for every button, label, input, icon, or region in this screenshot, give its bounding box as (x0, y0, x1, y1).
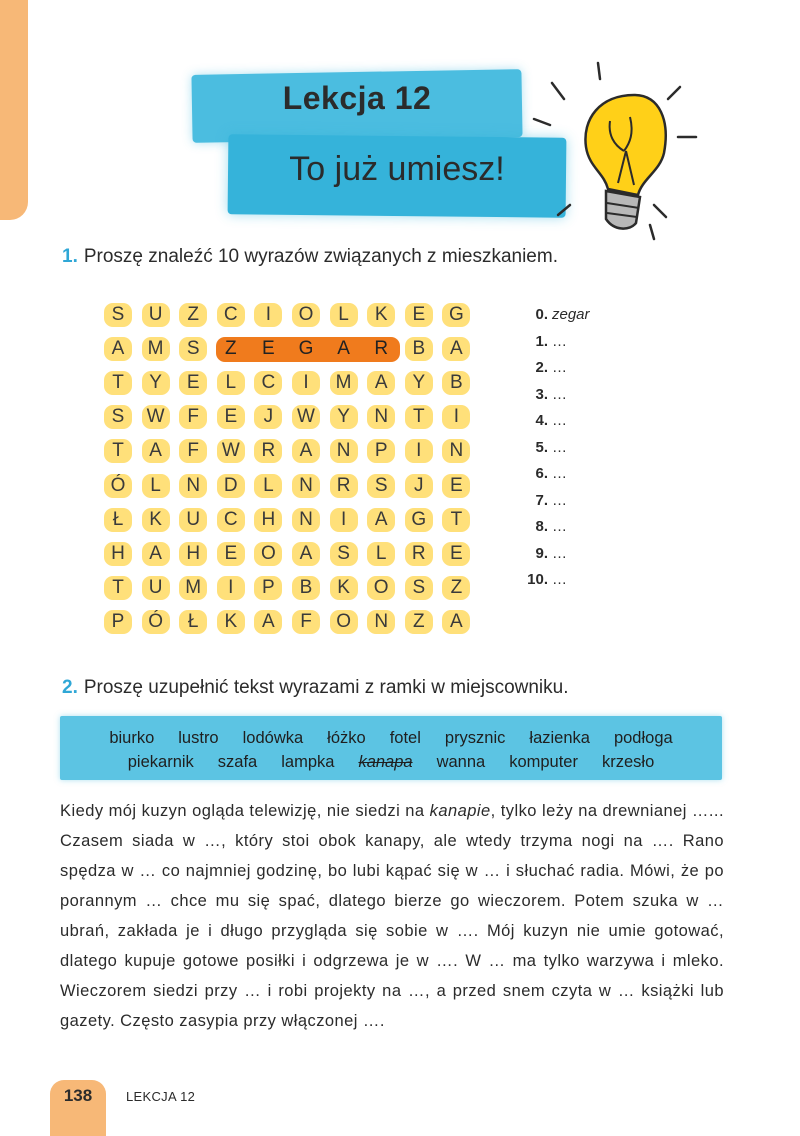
grid-cell[interactable]: T (104, 439, 132, 463)
answer-number: 4. (535, 412, 548, 429)
grid-cell[interactable]: F (179, 405, 207, 429)
grid-cell[interactable]: A (254, 610, 282, 634)
grid-cell[interactable]: P (254, 576, 282, 600)
grid-cell[interactable]: F (179, 439, 207, 463)
grid-cell[interactable]: U (142, 303, 170, 327)
answer-word[interactable]: … (552, 518, 567, 535)
grid-cell[interactable]: I (330, 508, 358, 532)
grid-cell[interactable]: S (179, 337, 207, 361)
grid-cell[interactable]: S (104, 303, 132, 327)
answer-number: 9. (535, 544, 548, 562)
task-2-instruction (62, 677, 569, 699)
grid-cell[interactable]: T (104, 371, 132, 395)
footer-lesson-label: LEKCJA 12 (126, 1089, 196, 1104)
answer-item (520, 465, 620, 482)
answer-item (520, 545, 620, 562)
word-bank-row-2 (60, 753, 722, 772)
answer-item (520, 518, 620, 535)
word-bank-item: szafa (217, 753, 258, 771)
grid-cell[interactable]: E (442, 542, 470, 566)
grid-cell[interactable]: W (292, 405, 320, 429)
grid-cell[interactable]: W (142, 405, 170, 429)
grid-cell[interactable]: I (254, 303, 282, 327)
task-1-number: 1. (62, 246, 78, 267)
grid-cell[interactable]: L (142, 474, 170, 498)
grid-cell[interactable]: N (367, 610, 395, 634)
grid-cell[interactable]: L (254, 474, 282, 498)
word-bank-item: komputer (509, 753, 578, 771)
grid-cell[interactable]: H (104, 542, 132, 566)
grid-cell[interactable]: A (367, 508, 395, 532)
answer-item (520, 571, 620, 588)
word-bank-item: biurko (109, 729, 155, 747)
word-bank-row-1 (60, 729, 722, 748)
word-bank-item: łóżko (327, 729, 366, 747)
grid-cell[interactable]: G (298, 338, 314, 360)
word-bank-item: lustro (178, 729, 219, 747)
grid-cell[interactable]: K (142, 508, 170, 532)
answer-number: 5. (535, 438, 548, 456)
grid-cell[interactable]: N (330, 439, 358, 463)
grid-cell[interactable]: Ó (104, 474, 132, 498)
grid-cell[interactable]: N (292, 508, 320, 532)
answer-number: 10. (527, 571, 548, 588)
grid-cell[interactable]: H (254, 508, 282, 532)
word-bank-item: lodówka (242, 729, 304, 747)
side-tab (0, 0, 28, 220)
answer-item (520, 386, 620, 403)
grid-cell[interactable]: I (217, 576, 245, 600)
grid-cell[interactable]: P (104, 610, 132, 634)
word-bank-item: łazienka (529, 729, 590, 747)
grid-cell[interactable]: L (367, 542, 395, 566)
grid-cell[interactable]: H (179, 542, 207, 566)
exercise-text (60, 796, 724, 1036)
grid-cell[interactable]: Ł (104, 508, 132, 532)
grid-cell[interactable]: F (292, 610, 320, 634)
grid-cell[interactable]: A (337, 338, 350, 360)
grid-cell[interactable]: A (442, 337, 470, 361)
grid-cell[interactable]: I (405, 439, 433, 463)
grid-cell[interactable]: J (254, 405, 282, 429)
lesson-title: To już umiesz! (289, 150, 505, 188)
grid-cell[interactable]: A (142, 439, 170, 463)
answer-word[interactable]: … (552, 465, 567, 482)
grid-cell[interactable]: S (405, 576, 433, 600)
grid-cell[interactable]: Y (405, 371, 433, 395)
task-2-number: 2. (62, 677, 78, 698)
word-bank-item: podłoga (613, 729, 673, 747)
task-1-instruction (62, 246, 558, 268)
grid-cell[interactable]: M (179, 576, 207, 600)
grid-cell[interactable]: Ł (179, 610, 207, 634)
grid-cell[interactable]: E (217, 542, 245, 566)
grid-cell[interactable]: I (292, 371, 320, 395)
grid-cell[interactable]: N (179, 474, 207, 498)
grid-cell[interactable]: S (104, 405, 132, 429)
grid-cell[interactable]: R (405, 542, 433, 566)
grid-cell[interactable]: T (442, 508, 470, 532)
task-2-text: Proszę uzupełnić tekst wyrazami z ramki w miejscowniku. (83, 677, 569, 698)
grid-cell[interactable]: G (442, 303, 470, 327)
answer-word[interactable]: … (552, 438, 567, 456)
grid-cell[interactable]: A (292, 542, 320, 566)
grid-cell[interactable]: K (367, 303, 395, 327)
grid-cell[interactable]: O (254, 542, 282, 566)
word-bank-item: fotel (389, 729, 421, 747)
answer-word[interactable]: … (552, 359, 567, 376)
answer-number: 3. (535, 385, 548, 403)
grid-cell[interactable]: E (179, 371, 207, 395)
word-bank-box (60, 716, 722, 780)
text-part-1: Kiedy mój kuzyn ogląda telewizję, nie siedzi na (60, 802, 430, 820)
grid-cell[interactable]: Z (224, 338, 237, 360)
grid-cell[interactable]: K (217, 610, 245, 634)
word-bank-item: wanna (436, 753, 486, 771)
grid-cell[interactable]: D (217, 474, 245, 498)
grid-cell[interactable]: A (442, 610, 470, 634)
grid-cell[interactable]: S (330, 542, 358, 566)
grid-cell[interactable]: Z (179, 303, 207, 327)
answer-word[interactable]: … (552, 544, 567, 562)
answer-word[interactable]: … (552, 332, 567, 350)
answer-number: 1. (535, 332, 548, 350)
word-bank-item: krzesło (601, 753, 655, 771)
grid-cell[interactable]: C (254, 371, 282, 395)
grid-cell[interactable]: B (405, 337, 433, 361)
grid-cell[interactable]: T (104, 576, 132, 600)
lightbulb-icon (530, 55, 710, 245)
answer-item (520, 412, 620, 429)
grid-cell[interactable]: E (442, 474, 470, 498)
answer-word[interactable]: … (552, 412, 567, 429)
grid-cell[interactable]: A (104, 337, 132, 361)
answer-word[interactable]: … (552, 491, 567, 509)
answer-word[interactable]: … (552, 385, 567, 403)
answer-number: 6. (535, 465, 548, 482)
answer-item (520, 359, 620, 376)
grid-cell[interactable]: E (217, 405, 245, 429)
grid-cell[interactable]: Ó (142, 610, 170, 634)
grid-cell[interactable]: R (374, 338, 389, 360)
grid-cell[interactable]: R (330, 474, 358, 498)
grid-cell[interactable]: T (405, 405, 433, 429)
text-example: kanapie (429, 802, 491, 820)
word-bank-item: kanapa (358, 753, 413, 771)
text-part-2: , tylko leży na drewnianej …... Czasem siada w …, który stoi obok kanapy, ale wtedy trzyma nogi na …. Rano spędza w … co najmniej godzinę, bo lubi kąpać się w … i słuchać radia. Mówi, że po porannym … chce mu się spać, dlatego bierze go wieczorem. Potem szuka w … ubrań, zakłada je i długo przygląda się sobie w …. Mój kuzyn nie umie gotować, dlatego kupuje gotowe posiłki i odgrzewa je w …. W … ma tylko warzywa i mleko. Wieczorem siedzi przy … i robi projekty na …, a przed snem czyta w … książki lub gazety. Często zasypia przy włączonej …. (60, 802, 724, 1030)
grid-cell[interactable]: M (330, 371, 358, 395)
grid-cell[interactable]: Y (330, 405, 358, 429)
lesson-number: Lekcja 12 (282, 80, 432, 116)
grid-cell[interactable]: E (405, 303, 433, 327)
answer-item (520, 333, 620, 350)
grid-cell[interactable]: Y (142, 371, 170, 395)
grid-cell[interactable]: M (142, 337, 170, 361)
answer-item (520, 306, 620, 323)
answer-number: 0. (535, 306, 548, 323)
grid-cell[interactable]: N (367, 405, 395, 429)
grid-cell[interactable]: K (330, 576, 358, 600)
answer-number: 8. (535, 518, 548, 535)
grid-cell[interactable]: N (292, 474, 320, 498)
grid-cell[interactable]: G (405, 508, 433, 532)
grid-cell[interactable]: P (367, 439, 395, 463)
answer-word[interactable]: zegar (552, 306, 590, 323)
grid-cell[interactable]: Z (442, 576, 470, 600)
grid-cell[interactable]: Z (405, 610, 433, 634)
grid-cell[interactable]: S (367, 474, 395, 498)
grid-cell[interactable]: L (217, 371, 245, 395)
grid-cell[interactable]: L (330, 303, 358, 327)
answer-word[interactable]: … (552, 571, 567, 588)
grid-cell[interactable]: A (367, 371, 395, 395)
grid-cell[interactable]: B (442, 371, 470, 395)
grid-cell[interactable]: O (292, 303, 320, 327)
grid-cell[interactable]: N (442, 439, 470, 463)
grid-cell[interactable]: O (367, 576, 395, 600)
grid-cell[interactable]: O (330, 610, 358, 634)
task-1-text: Proszę znaleźć 10 wyrazów związanych z mieszkaniem. (83, 246, 558, 267)
grid-cell[interactable]: C (217, 303, 245, 327)
grid-cell[interactable]: E (262, 338, 275, 360)
grid-cell[interactable]: R (254, 439, 282, 463)
page-number: 138 (63, 1086, 93, 1105)
grid-cell[interactable]: J (405, 474, 433, 498)
answer-item (520, 492, 620, 509)
grid-cell[interactable]: U (179, 508, 207, 532)
page-number-tab (50, 1080, 106, 1136)
word-bank-item: prysznic (444, 729, 506, 747)
grid-cell[interactable]: A (142, 542, 170, 566)
answer-number: 7. (535, 491, 548, 509)
grid-cell[interactable]: A (292, 439, 320, 463)
word-bank-item: lampka (281, 753, 335, 771)
grid-cell[interactable]: W (217, 439, 245, 463)
grid-cell[interactable]: C (217, 508, 245, 532)
grid-cell[interactable]: I (442, 405, 470, 429)
answer-number: 2. (535, 359, 548, 376)
grid-cell[interactable]: B (292, 576, 320, 600)
grid-cell[interactable]: U (142, 576, 170, 600)
answer-item (520, 439, 620, 456)
word-bank-item: piekarnik (127, 753, 194, 771)
